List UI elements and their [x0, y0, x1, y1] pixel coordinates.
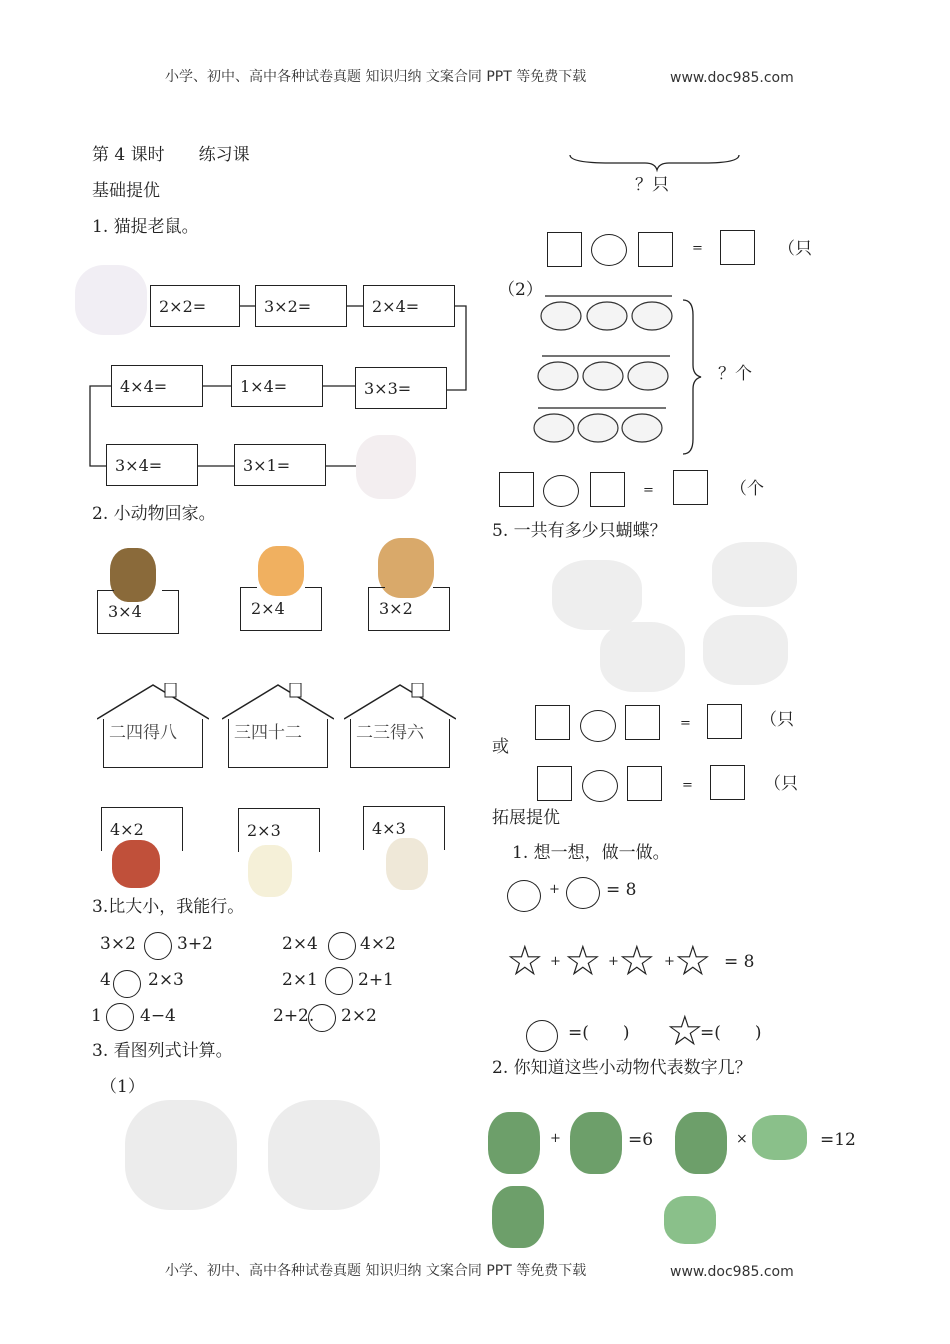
- animal-box: 4×3: [363, 806, 445, 850]
- footer-text: 小学、初中、高中各种试卷真题 知识归纳 文案合同 PPT 等免费下载: [165, 1263, 587, 1279]
- part2-label: （2）: [498, 280, 543, 300]
- house-label: 二四得八: [109, 723, 177, 743]
- plus: +: [608, 954, 619, 969]
- cat-box: 3×4=: [106, 444, 198, 486]
- equals: =: [643, 483, 654, 498]
- answer-square[interactable]: [710, 765, 745, 800]
- plus: +: [550, 954, 561, 969]
- equals-8: = 8: [606, 880, 637, 900]
- plus: +: [664, 954, 675, 969]
- circle-symbol: [507, 880, 541, 912]
- animal-box: 2×4: [240, 587, 322, 631]
- compare-circle[interactable]: [144, 932, 172, 960]
- star-icon: ☆: [666, 1006, 704, 1055]
- circle-symbol: [566, 877, 600, 909]
- plus: +: [549, 882, 560, 897]
- equals: =: [682, 778, 693, 793]
- monkeys-image: [268, 1100, 380, 1210]
- star-icon: ☆: [506, 936, 544, 985]
- star-answer[interactable]: =( ): [700, 1023, 762, 1043]
- animal-box: 4×2: [101, 807, 183, 851]
- part2-question: ？个: [718, 364, 752, 384]
- house: [97, 683, 209, 768]
- duck-image: [248, 845, 292, 897]
- house: [344, 683, 456, 768]
- answer-square[interactable]: [638, 232, 673, 267]
- plus: +: [550, 1131, 561, 1146]
- compare-left: 2×4: [282, 934, 318, 954]
- butterflies-image: [712, 542, 797, 607]
- compare-right: 2+1: [358, 970, 394, 990]
- animal-box: 3×4: [97, 590, 179, 634]
- equals-6: =6: [628, 1130, 654, 1150]
- compare-circle[interactable]: [325, 967, 353, 995]
- compare-right: 4−4: [140, 1006, 176, 1026]
- dragon-image: [492, 1186, 544, 1248]
- section-basic: 基础提优: [92, 181, 160, 201]
- circle-symbol: [526, 1020, 558, 1052]
- dragon-image: [488, 1112, 540, 1174]
- part1-label: （1）: [100, 1077, 145, 1097]
- unit-label: （只: [778, 239, 812, 259]
- house-label: 二三得六: [356, 723, 424, 743]
- answer-square[interactable]: [720, 230, 755, 265]
- compare-circle[interactable]: [113, 970, 141, 998]
- unit-label: （只: [764, 774, 798, 794]
- e2-title: 2. 你知道这些小动物代表数字几？: [492, 1058, 752, 1078]
- answer-circle[interactable]: [580, 710, 616, 742]
- compare-left: 1: [91, 1006, 102, 1026]
- section-extension: 拓展提优: [492, 808, 560, 828]
- house: [222, 683, 334, 768]
- cat-box: 4×4=: [111, 365, 203, 407]
- animal-box: 2×3: [238, 808, 320, 852]
- star-icon: ☆: [674, 936, 712, 985]
- answer-square[interactable]: [535, 705, 570, 740]
- compare-right: 2×3: [148, 970, 184, 990]
- answer-circle[interactable]: [582, 770, 618, 802]
- goose-image: [386, 838, 428, 890]
- equals: =: [692, 241, 703, 256]
- equals-12: =12: [820, 1130, 856, 1150]
- monkeys-image: [125, 1100, 237, 1210]
- compare-left: 4: [100, 970, 111, 990]
- answer-square[interactable]: [625, 705, 660, 740]
- cat-box: 3×1=: [234, 444, 326, 486]
- bird-image: [664, 1196, 716, 1244]
- compare-left: 2×1: [282, 970, 318, 990]
- star-icon: ☆: [564, 936, 602, 985]
- cat-box: 2×2=: [150, 285, 240, 327]
- answer-square[interactable]: [707, 704, 742, 739]
- compare-circle[interactable]: [308, 1004, 336, 1032]
- answer-square[interactable]: [673, 470, 708, 505]
- unit-label: （只: [760, 710, 794, 730]
- unit-label: （个: [730, 479, 764, 499]
- answer-square[interactable]: [537, 766, 572, 801]
- rooster-image: [112, 840, 160, 888]
- compare-right: 2×2: [341, 1006, 377, 1026]
- cat-box: 3×2=: [255, 285, 347, 327]
- compare-right: 4×2: [360, 934, 396, 954]
- answer-square[interactable]: [499, 472, 534, 507]
- answer-square[interactable]: [547, 232, 582, 267]
- compare-circle[interactable]: [328, 932, 356, 960]
- dragon-image: [570, 1112, 622, 1174]
- cat-box: 3×3=: [355, 367, 447, 409]
- dragon-image: [675, 1112, 727, 1174]
- q1-title: 1. 猫捉老鼠。: [92, 217, 199, 237]
- compare-circle[interactable]: [106, 1003, 134, 1031]
- star-icon: ☆: [618, 936, 656, 985]
- or-label: 或: [492, 737, 509, 757]
- butterflies-image: [600, 622, 685, 692]
- equals: =: [680, 716, 691, 731]
- lesson-title: 第 4 课时 练习课: [92, 145, 250, 165]
- animal-box: 3×2: [368, 587, 450, 631]
- q3-compare-title: 3.比大小，我能行。: [92, 897, 245, 917]
- compare-left: 2+2.: [273, 1006, 315, 1026]
- compare-left: 3×2: [100, 934, 136, 954]
- q3-calc-title: 3. 看图列式计算。: [92, 1041, 233, 1061]
- mouse-image: [356, 435, 416, 499]
- compare-right: 3+2: [177, 934, 213, 954]
- times: ×: [736, 1131, 748, 1147]
- answer-circle[interactable]: [591, 234, 627, 266]
- cat-box: 2×4=: [363, 285, 455, 327]
- butterflies-image: [552, 560, 642, 630]
- equals-8: = 8: [724, 952, 755, 972]
- part1-question: ？只: [635, 175, 669, 195]
- cat-box: 1×4=: [231, 365, 323, 407]
- cat-image: [75, 265, 147, 335]
- circle-answer[interactable]: =( ): [568, 1023, 630, 1043]
- butterflies-image: [703, 615, 788, 685]
- header-text: 小学、初中、高中各种试卷真题 知识归纳 文案合同 PPT 等免费下载: [165, 69, 587, 85]
- header-url[interactable]: www.doc985.com: [670, 70, 794, 86]
- answer-circle[interactable]: [543, 475, 579, 507]
- e1-title: 1. 想一想，做一做。: [512, 843, 670, 863]
- q5-title: 5. 一共有多少只蝴蝶？: [492, 521, 667, 541]
- footer-url[interactable]: www.doc985.com: [670, 1264, 794, 1280]
- bird-image: [752, 1115, 807, 1160]
- house-label: 三四十二: [234, 723, 302, 743]
- answer-square[interactable]: [590, 472, 625, 507]
- q2-title: 2. 小动物回家。: [92, 504, 216, 524]
- answer-square[interactable]: [627, 766, 662, 801]
